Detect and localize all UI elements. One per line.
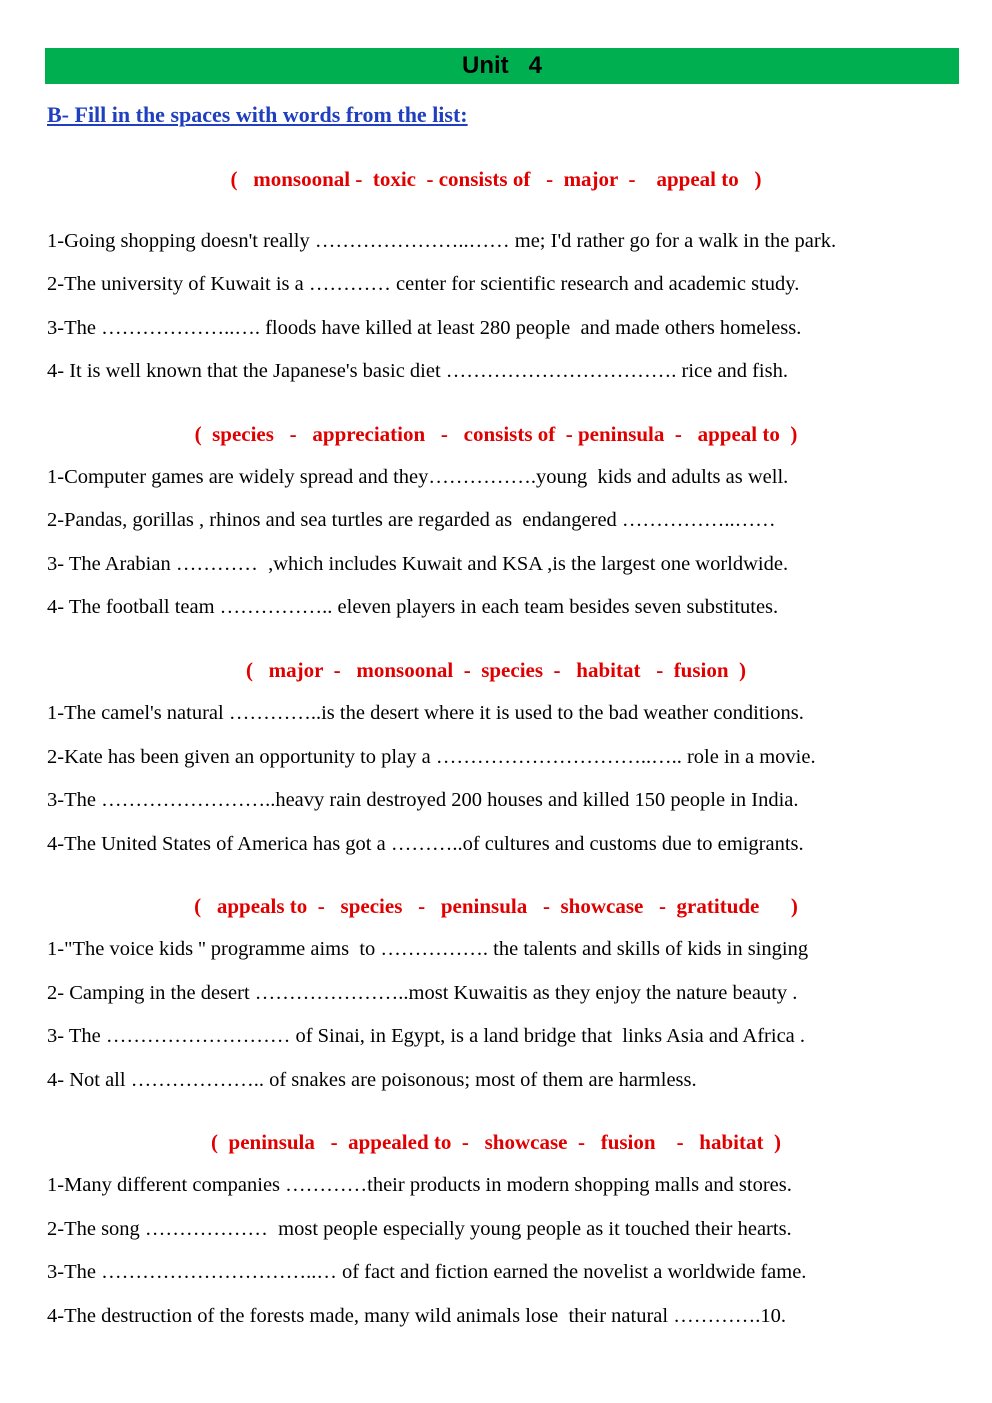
sentence: 2-The song ……………… most people especially young people as it touched their hearts.: [47, 1218, 792, 1240]
sentence: 1-Many different companies …………their products in modern shopping malls and stores.: [47, 1174, 792, 1196]
word-list: ( peninsula - appealed to - showcase - fusion - habitat ): [211, 1130, 781, 1154]
sentence: 2-Kate has been given an opportunity to play a …………………………..….. role in a movie.: [47, 746, 816, 768]
word-list: ( monsoonal - toxic - consists of - major - appeal to ): [230, 167, 762, 191]
sentence: 2-Pandas, gorillas , rhinos and sea turtles are regarded as endangered ……………..……: [47, 509, 776, 531]
sentence: 4- The football team …………….. eleven players in each team besides seven substitutes.: [47, 596, 779, 618]
unit-title-banner: Unit 4: [45, 48, 959, 84]
sentence: 3- The Arabian ………… ,which includes Kuwait and KSA ,is the largest one worldwide.: [47, 553, 789, 575]
sentence: 1-The camel's natural …………..is the desert where it is used to the bad weather conditions.: [47, 702, 804, 724]
word-list: ( appeals to - species - peninsula - showcase - gratitude ): [194, 894, 798, 918]
sentence: 3-The ……………………..heavy rain destroyed 200 houses and killed 150 people in India.: [47, 789, 799, 811]
sentence: 2-The university of Kuwait is a ………… center for scientific research and academic study.: [47, 273, 800, 295]
sentence: 4- It is well known that the Japanese's basic diet ……………………………. rice and fish.: [47, 360, 788, 382]
instruction-heading: B- Fill in the spaces with words from the list:: [47, 102, 468, 127]
sentence: 1-Computer games are widely spread and they…………….young kids and adults as well.: [47, 466, 789, 488]
word-list: ( major - monsoonal - species - habitat - fusion ): [245, 658, 747, 682]
sentence: 1-Going shopping doesn't really …………………..…… me; I'd rather go for a walk in the park.: [47, 230, 837, 252]
sentence: 2- Camping in the desert …………………..most Kuwaitis as they enjoy the nature beauty .: [47, 982, 798, 1004]
sentence: 3-The …………………………..… of fact and fiction earned the novelist a worldwide fame.: [47, 1261, 807, 1283]
sentence: 4-The destruction of the forests made, many wild animals lose their natural ………….10.: [47, 1305, 786, 1327]
sentence: 3-The ………………..…. floods have killed at least 280 people and made others homeless.: [47, 317, 802, 339]
sentence: 4- Not all ……………….. of snakes are poisonous; most of them are harmless.: [47, 1069, 697, 1091]
word-list: ( species - appreciation - consists of - peninsula - appeal to ): [194, 422, 798, 446]
sentence: 1-"The voice kids '' programme aims to ……………. the talents and skills of kids in singing: [47, 938, 809, 960]
sentence: 3- The ……………………… of Sinai, in Egypt, is a land bridge that links Asia and Africa .: [47, 1025, 806, 1047]
sentence: 4-The United States of America has got a ………..of cultures and customs due to emigrants.: [47, 833, 804, 855]
